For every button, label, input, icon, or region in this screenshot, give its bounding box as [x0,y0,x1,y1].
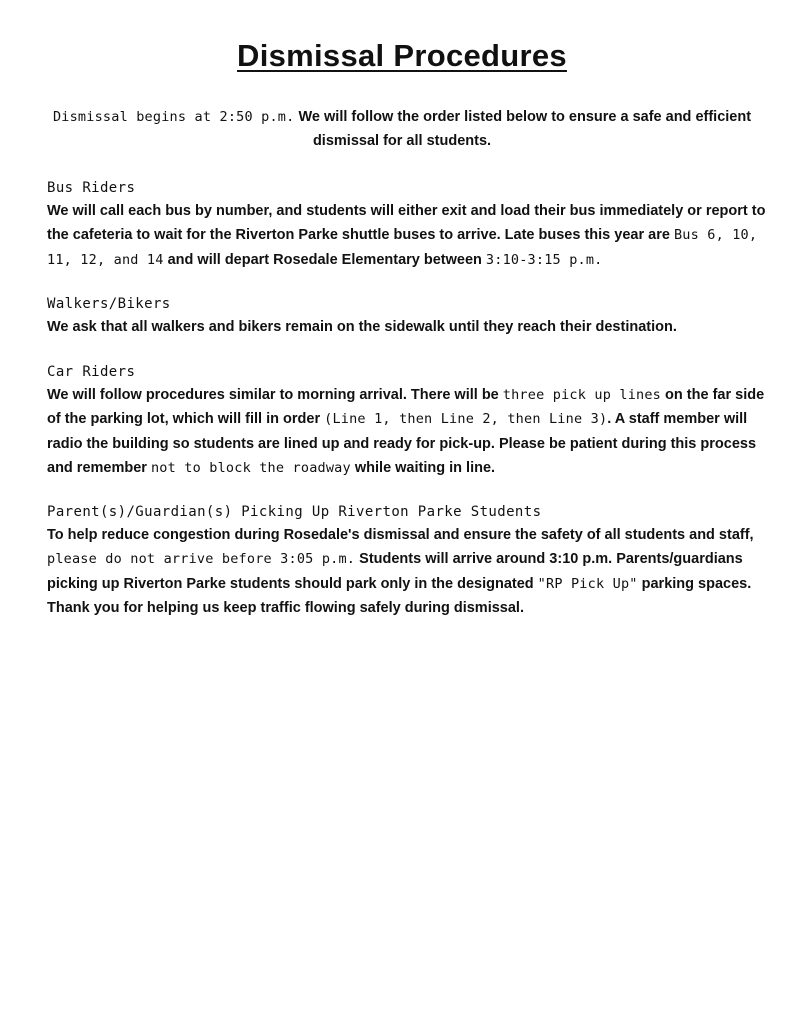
bus-text-1: We will call each bus by number, and students will either exit and load their bus immediately or report to the cafeteria to wait for the Riverton Parke shuttle buses to arrive. Late buses this year are [47,203,766,244]
car-text-3: . A staff member will radio the building so students are lined up and ready for pick-up. Please be patient during this process and remember [47,411,757,476]
page-title: Dismissal Procedures [237,38,567,73]
bus-text-2: and will depart Rosedale Elementary between [163,251,486,268]
parents-rp-pickup: "RP Pick Up" [537,575,638,592]
parents-arrival-note: please do not arrive before 3:05 p.m. [47,551,356,568]
section-body-walkers-bikers [47,315,767,339]
section-heading-parents-guardians: Parent(s)/Guardian(s) Picking Up Riverton Parke Students [47,504,542,520]
intro-paragraph [40,105,764,153]
intro-lead: Dismissal begins at 2:50 p.m. [52,109,295,125]
car-pickup-lines: three pick up lines [502,387,662,403]
section-heading-bus-riders: Bus Riders [47,180,136,196]
bus-late-buses: Bus 6, 10, 11, 12, and 14 [47,227,758,268]
section-body-parents-guardians [47,523,767,620]
section-body-bus-riders [47,199,767,272]
section-walkers-bikers [47,293,767,339]
car-text-1: We will follow procedures similar to morning arrival. There will be [47,387,503,403]
section-bus-riders [47,177,767,272]
parents-text-1: To help reduce congestion during Rosedale's dismissal and ensure the safety of all students and staff, [47,527,754,543]
section-heading-walkers-bikers: Walkers/Bikers [47,296,171,312]
car-roadway-note: not to block the roadway [150,459,351,476]
car-text-2: on the far side of the parking lot, which will fill in order [47,387,765,428]
section-heading-car-riders: Car Riders [47,364,136,380]
bus-depart-time: 3:10-3:15 p.m. [485,251,603,268]
parents-text-2: Students will arrive around 3:10 p.m. Parents/guardians picking up Riverton Parke students should park only in the designated [47,551,743,592]
section-car-riders [47,361,767,480]
car-text-4: while waiting in line. [350,459,496,476]
car-line-order: (Line 1, then Line 2, then Line 3) [324,411,608,428]
section-body-car-riders [47,383,767,480]
parents-text-3: parking spaces. Thank you for helping us keep traffic flowing safely during dismissal. [47,575,752,616]
intro-text: We will follow the order listed below to ensure a safe and efficient dismissal for all students. [294,109,752,149]
walkers-text-1: We ask that all walkers and bikers remain on the sidewalk until they reach their destination. [47,319,677,335]
section-parents-guardians [47,501,767,620]
